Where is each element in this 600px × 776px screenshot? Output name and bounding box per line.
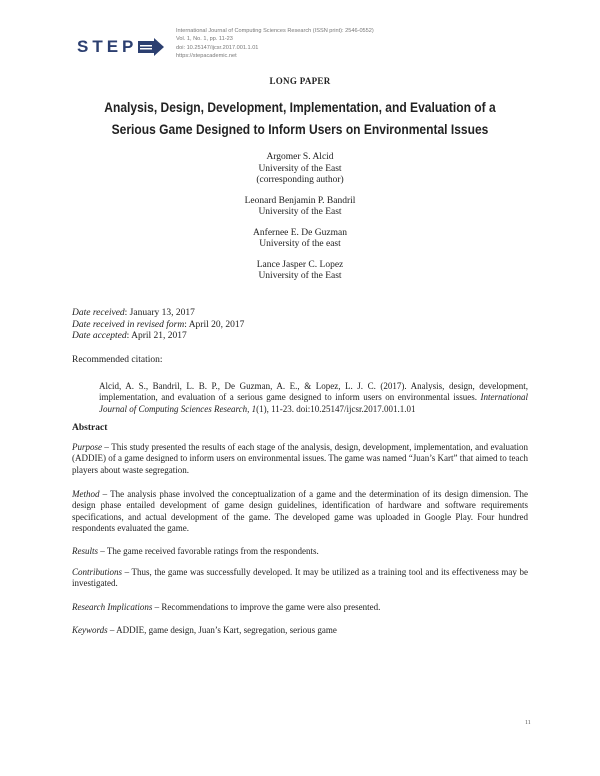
author-block <box>0 196 600 219</box>
journal-line[interactable]: doi: 10.25147/ijcsr.2017.001.1.01 <box>176 44 259 51</box>
date-revised: Date received in revised form: April 20, 2017 <box>72 319 245 330</box>
abstract-heading: Abstract <box>72 423 108 433</box>
author-name: Leonard Benjamin P. Bandril <box>244 195 356 206</box>
author-name: Lance Jasper C. Lopez <box>256 259 344 270</box>
abstract-contributions: Contributions – Thus, the game was successfully developed. It may be utilized as a training tool and its effectiveness may be investigated. <box>72 567 528 589</box>
author-block <box>0 152 600 187</box>
journal-info <box>176 27 374 61</box>
publication-dates <box>72 308 244 343</box>
abstract-keywords: Keywords – ADDIE, game design, Juan’s Kart, segregation, serious game <box>72 625 337 635</box>
author-affiliation: University of the east <box>259 239 341 249</box>
logo-arrow-icon <box>138 38 164 56</box>
date-received: Date received: January 13, 2017 <box>72 308 195 318</box>
author-affiliation: University of the East <box>258 271 342 281</box>
journal-line: Vol. 1, No. 1, pp. 11-23 <box>176 36 233 43</box>
author-affiliation: University of the East <box>258 207 342 217</box>
journal-logo <box>77 37 164 57</box>
citation: Alcid, A. S., Bandril, L. B. P., De Guzman, A. E., & Lopez, L. J. C. (2017). Analysis, design, development, implementation, and evaluation of a serious game designed to inform users on environmental issues. International Journal of Computing Sciences Research, 1(1), 11-23. doi:10.25147/ijcsr.2017.001.1.01 <box>99 381 528 414</box>
paper-title: Analysis, Design, Development, Implementation, and Evaluation of a Serious Game Designed to Inform Users on Environmental Issues <box>104 99 496 137</box>
paper-type: LONG PAPER <box>269 76 331 86</box>
abstract-results: Results – The game received favorable ratings from the respondents. <box>72 546 319 556</box>
abstract-method: Method – The analysis phase involved the conceptualization of a game and the determination of its design dimension. The design phase entailed development of game design guidelines, identification of hardware and software requirements specifications, and actual development of the game. The developed game was uploaded in Google Play. Four hundred respondents evaluated the game. <box>72 489 528 533</box>
author-note: (corresponding author) <box>256 175 344 185</box>
author-name: Anfernee E. De Guzman <box>253 227 347 238</box>
author-list <box>0 152 600 292</box>
abstract-purpose: Purpose – This study presented the results of each stage of the analysis, design, development, implementation, and evaluation (ADDIE) of a game designed to inform users on environmental issues. The game was named “Juan’s Kart” that aimed to teach players about waste segregation. <box>72 442 528 475</box>
author-block <box>0 260 600 283</box>
author-name: Argomer S. Alcid <box>266 152 334 162</box>
author-block <box>0 228 600 251</box>
page-number: 11 <box>525 720 531 726</box>
logo-text: STEP <box>77 37 138 56</box>
journal-line[interactable]: https://stepacademic.net <box>176 53 237 60</box>
citation-journal: International Journal of Computing Sciences Research, 1 <box>99 392 528 414</box>
abstract-implications: Research Implications – Recommendations to improve the game were also presented. <box>72 602 381 612</box>
journal-line: International Journal of Computing Sciences Research (ISSN print): 2546-0552) <box>176 28 374 34</box>
date-accepted: Date accepted: April 21, 2017 <box>72 331 187 341</box>
author-affiliation: University of the East <box>258 163 342 174</box>
recommended-citation-label: Recommended citation: <box>72 355 163 365</box>
